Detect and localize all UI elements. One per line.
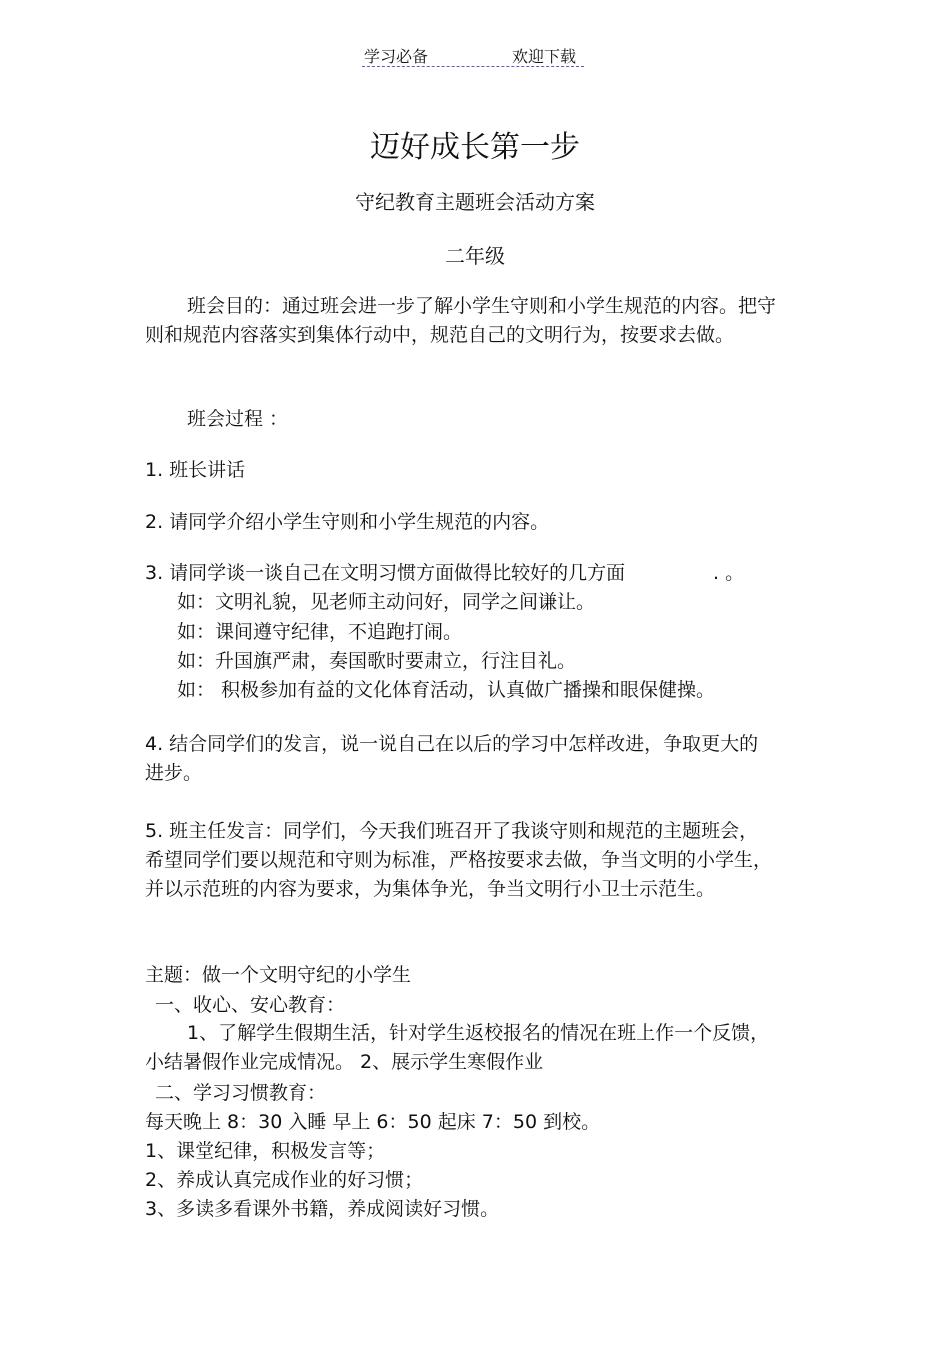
example-2: 如：课间遵守纪律，不追跑打闹。 bbox=[177, 621, 463, 643]
step-2: 2. 请同学介绍小学生守则和小学生规范的内容。 bbox=[145, 511, 550, 533]
grade-label: 二年级 bbox=[445, 244, 505, 268]
step-5: 5. 班主任发言：同学们，今天我们班召开了我谈守则和规范的主题班会，希望同学们要以规范和守则为标准，严格按要求去做，争当文明的小学生，并以示范班的内容为要求，为集体争光，争当文明行小卫士示范生。 bbox=[145, 820, 773, 900]
header-right-text: 欢迎下载 bbox=[512, 47, 577, 66]
section-2-heading: 二、学习习惯教育： bbox=[155, 1082, 327, 1104]
step-3-tail: . 。 bbox=[713, 562, 745, 584]
section-1-body: 1、了解学生假期生活，针对学生返校报名的情况在班上作一个反馈，小结暑假作业完成情况。 2、展示学生寒假作业 bbox=[145, 1022, 770, 1073]
habit-item-1: 1、课堂纪律，积极发言等； bbox=[145, 1140, 386, 1162]
step-3: 3. 请同学谈一谈自己在文明习惯方面做得比较好的几方面 bbox=[145, 562, 626, 584]
document-subtitle: 守纪教育主题班会活动方案 bbox=[355, 190, 595, 214]
example-1: 如：文明礼貌，见老师主动问好，同学之间谦让。 bbox=[177, 591, 596, 613]
process-label: 班会过程 ： bbox=[187, 408, 289, 430]
page-header bbox=[362, 42, 584, 67]
purpose-paragraph: 班会目的：通过班会进一步了解小学生守则和小学生规范的内容。把守则和规范内容落实到集体行动中，规范自己的文明行为，按要求去做。 bbox=[145, 295, 777, 346]
step-1: 1. 班长讲话 bbox=[145, 459, 246, 481]
theme-title: 主题：做一个文明守纪的小学生 bbox=[145, 964, 412, 986]
habit-item-2: 2、养成认真完成作业的好习惯； bbox=[145, 1169, 424, 1191]
example-3: 如：升国旗严肃，奏国歌时要肃立，行注目礼。 bbox=[177, 650, 577, 672]
step-4: 4. 结合同学们的发言，说一说自己在以后的学习中怎样改进，争取更大的进步。 bbox=[145, 733, 759, 784]
document-title: 迈好成长第一步 bbox=[370, 130, 580, 165]
header-left-text: 学习必备 bbox=[364, 47, 429, 66]
example-4: 如： 积极参加有益的文化体育活动，认真做广播操和眼保健操。 bbox=[177, 679, 716, 701]
habit-item-3: 3、多读多看课外书籍，养成阅读好习惯。 bbox=[145, 1198, 500, 1220]
section-1-heading: 一、收心、安心教育： bbox=[155, 994, 346, 1016]
daily-schedule: 每天晚上 8：30 入睡 早上 6：50 起床 7：50 到校。 bbox=[145, 1111, 601, 1133]
